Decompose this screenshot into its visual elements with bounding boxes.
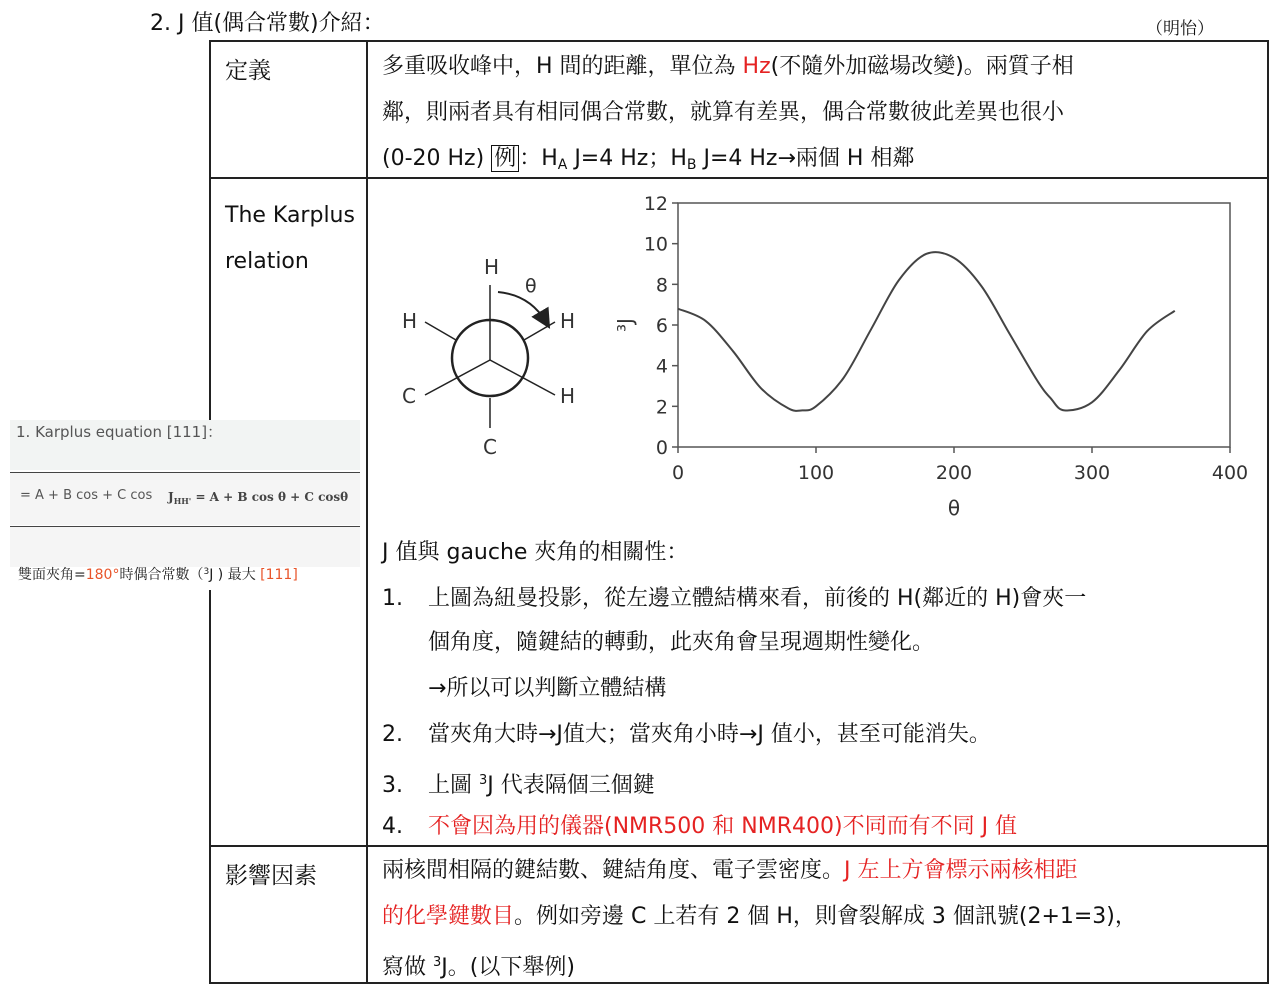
- atom-back-left: H: [402, 309, 418, 333]
- factors-text: [382, 848, 1262, 991]
- list-item-2: 2. 當夾角大時→J值大；當夾角小時→J 值小，甚至可能消失。: [382, 722, 991, 747]
- overlay-title-bar: 1. Karplus equation [111]：: [10, 420, 360, 470]
- author-note: （明怡）: [1146, 19, 1214, 39]
- factors-line-3: 寫做 $^3$J。(以下舉例): [382, 955, 575, 980]
- definition-label: 定義: [225, 58, 271, 84]
- example-box: 例: [491, 145, 519, 172]
- list-item-1-cont: 個角度，隨鍵結的轉動，此夾角會呈現週期性變化。: [428, 630, 935, 655]
- atom-front-top: H: [484, 255, 500, 279]
- list-item-4: 4. 不會因為用的儀器(NMR500 和 NMR400)不同而有不同 J 值: [382, 814, 1018, 839]
- table-border-right: [1267, 40, 1269, 984]
- x-tick-label: 300: [1073, 462, 1111, 484]
- x-tick-label: 100: [797, 462, 835, 484]
- y-tick-label: 12: [643, 193, 668, 215]
- x-tick-label: 0: [671, 462, 685, 484]
- karplus-chart: [610, 185, 1260, 530]
- factors-label: 影響因素: [225, 863, 317, 889]
- y-tick-label: 2: [655, 396, 668, 419]
- atom-back-bottom: C: [483, 435, 497, 459]
- x-tick-label: 200: [935, 462, 973, 484]
- definition-text: [382, 44, 1262, 188]
- section-heading: 2. J 值(偶合常數)介紹：: [150, 11, 385, 36]
- list-item-3: 3. 上圖 $^3$J 代表隔個三個鍵: [382, 773, 655, 798]
- karplus-label: The Karplus relation: [225, 203, 355, 274]
- y-tick-label: 10: [643, 233, 668, 256]
- plot-frame: [678, 203, 1230, 447]
- newman-projection: [380, 240, 610, 470]
- x-tick-label: 400: [1211, 462, 1249, 484]
- overlay-note: 雙面夾角=180°時偶合常數（$^3$J ) 最大 [111]: [18, 567, 298, 583]
- atom-back-right: H: [560, 309, 576, 333]
- factors-line-2: 的化學鍵數目。例如旁邊 C 上若有 2 個 H，則會裂解成 3 個訊號(2+1=3)，: [382, 904, 1137, 929]
- y-tick-label: 0: [655, 437, 668, 459]
- y-axis-label: ³J: [613, 318, 637, 332]
- x-axis-label: θ: [947, 496, 961, 520]
- definition-line-2: 鄰，則兩者具有相同偶合常數，就算有差異，偶合常數彼此差異也很小: [382, 100, 1065, 125]
- y-tick-label: 4: [655, 355, 668, 378]
- bond-back-right: [524, 322, 555, 340]
- table-column-divider: [366, 40, 368, 984]
- y-tick-label: 8: [655, 274, 668, 297]
- y-axis-ticks: [644, 193, 678, 459]
- x-axis-ticks: [672, 447, 1248, 484]
- angle-arrow: [498, 292, 546, 322]
- definition-line-3: (0-20 Hz) 例 ：$H_A$ J=4 Hz；$H_B$ J=4 Hz→兩個 H 相鄰: [382, 146, 915, 173]
- list-item-1: 1. 上圖為紐曼投影，從左邊立體結構來看，前後的 H(鄰近的 H)會夾一: [382, 586, 1087, 611]
- atom-front-right: H: [560, 384, 576, 408]
- correlation-title: J 值與 gauche 夾角的相關性：: [382, 540, 689, 565]
- factors-line-1: 兩核間相隔的鍵結數、鍵結角度、電子雲密度。J 左上方會標示兩核相距: [382, 858, 1078, 883]
- definition-line-1: 多重吸收峰中，H 間的距離，單位為 Hz(不隨外加磁場改變)。兩質子相: [382, 54, 1074, 79]
- angle-label: θ: [525, 275, 537, 297]
- bond-back-left: [425, 322, 456, 340]
- karplus-equation-overlay: [10, 420, 360, 590]
- table-border-top: [209, 40, 1269, 42]
- hz-unit: Hz: [742, 54, 771, 79]
- karplus-curve: [678, 252, 1175, 411]
- y-tick-label: 6: [655, 315, 668, 337]
- list-item-1-conclusion: →所以可以判斷立體結構: [428, 676, 667, 701]
- overlay-equation: = A + B cos + C cos $J_{HH'} = A + B$ cos θ + C cosθ: [10, 473, 360, 525]
- atom-front-left: C: [402, 384, 416, 408]
- overlay-spacer: [10, 527, 360, 567]
